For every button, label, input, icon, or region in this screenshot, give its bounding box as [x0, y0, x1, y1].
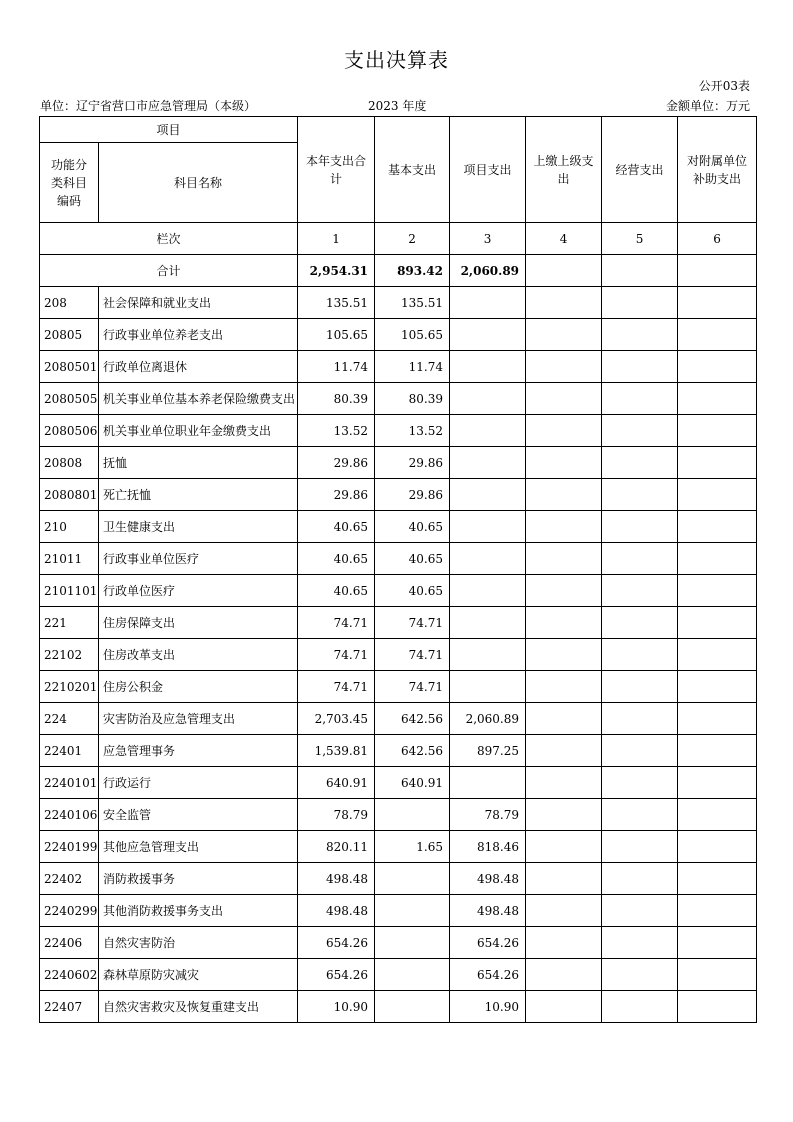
cell-business	[602, 959, 678, 991]
cell-project	[450, 383, 526, 415]
cell-name: 机关事业单位基本养老保险缴费支出	[99, 383, 298, 415]
cell-basic: 74.71	[375, 639, 450, 671]
table-row	[40, 831, 757, 863]
cell-project	[450, 607, 526, 639]
cell-business	[602, 639, 678, 671]
cell-code: 2210201	[40, 671, 99, 703]
cell-name: 自然灾害救灾及恢复重建支出	[99, 991, 298, 1023]
amount-unit: 金额单位：万元	[665, 99, 750, 113]
cell-upper	[526, 703, 602, 735]
cell-total: 40.65	[298, 575, 375, 607]
cell-project: 654.26	[450, 927, 526, 959]
cell-code: 2080501	[40, 351, 99, 383]
cell-business	[602, 671, 678, 703]
cell-name: 灾害防治及应急管理支出	[99, 703, 298, 735]
total-row-label: 合计	[40, 255, 298, 287]
cell-subsidy	[678, 415, 757, 447]
cell-subsidy	[678, 351, 757, 383]
cell-business	[602, 927, 678, 959]
table-row	[40, 895, 757, 927]
column-index-2: 2	[375, 223, 450, 255]
cell-project: 818.46	[450, 831, 526, 863]
cell-project	[450, 479, 526, 511]
table-row	[40, 575, 757, 607]
table-row	[40, 735, 757, 767]
table-row	[40, 639, 757, 671]
cell-business	[602, 319, 678, 351]
cell-code: 2240106	[40, 799, 99, 831]
cell-total: 11.74	[298, 351, 375, 383]
cell-subsidy	[678, 319, 757, 351]
column-index-label: 栏次	[40, 223, 298, 255]
cell-business	[602, 543, 678, 575]
cell-code: 21011	[40, 543, 99, 575]
header-total: 本年支出合 计	[298, 117, 375, 223]
cell-project: 897.25	[450, 735, 526, 767]
cell-name: 行政单位离退休	[99, 351, 298, 383]
cell-code: 22407	[40, 991, 99, 1023]
cell-total: 498.48	[298, 895, 375, 927]
cell-total: 654.26	[298, 927, 375, 959]
form-code: 公开03表	[698, 79, 750, 93]
cell-upper	[526, 799, 602, 831]
header-basic: 基本支出	[375, 117, 450, 223]
cell-subsidy	[678, 543, 757, 575]
table-row	[40, 607, 757, 639]
cell-name: 安全监管	[99, 799, 298, 831]
cell-code: 208	[40, 287, 99, 319]
cell-business	[602, 831, 678, 863]
cell-name: 其他消防救援事务支出	[99, 895, 298, 927]
cell-project	[450, 671, 526, 703]
cell-basic: 40.65	[375, 543, 450, 575]
cell-upper	[526, 991, 602, 1023]
header-project: 项目支出	[450, 117, 526, 223]
table-row	[40, 703, 757, 735]
cell-upper	[526, 447, 602, 479]
cell-subsidy	[678, 383, 757, 415]
cell-subsidy	[678, 895, 757, 927]
table-row	[40, 959, 757, 991]
cell-subsidy	[678, 671, 757, 703]
cell-total: 2,703.45	[298, 703, 375, 735]
table-row	[40, 799, 757, 831]
cell-name: 行政单位医疗	[99, 575, 298, 607]
cell-business	[602, 607, 678, 639]
cell-total: 74.71	[298, 607, 375, 639]
cell-upper	[526, 863, 602, 895]
cell-name: 卫生健康支出	[99, 511, 298, 543]
cell-project: 654.26	[450, 959, 526, 991]
table-body	[40, 287, 757, 1023]
cell-project	[450, 287, 526, 319]
cell-upper	[526, 767, 602, 799]
table-row	[40, 671, 757, 703]
table-row	[40, 351, 757, 383]
cell-total: 29.86	[298, 479, 375, 511]
cell-business	[602, 511, 678, 543]
table-row	[40, 383, 757, 415]
cell-basic	[375, 927, 450, 959]
cell-project: 78.79	[450, 799, 526, 831]
cell-total: 654.26	[298, 959, 375, 991]
cell-subsidy	[678, 767, 757, 799]
cell-business	[602, 991, 678, 1023]
cell-code: 210	[40, 511, 99, 543]
cell-code: 2080506	[40, 415, 99, 447]
cell-upper	[526, 959, 602, 991]
cell-upper	[526, 831, 602, 863]
cell-code: 2080505	[40, 383, 99, 415]
cell-upper	[526, 511, 602, 543]
cell-name: 消防救援事务	[99, 863, 298, 895]
cell-name: 死亡抚恤	[99, 479, 298, 511]
cell-name: 社会保障和就业支出	[99, 287, 298, 319]
header-item: 项目	[40, 117, 298, 143]
cell-business	[602, 735, 678, 767]
total-row-business	[602, 255, 678, 287]
cell-project	[450, 447, 526, 479]
cell-basic: 642.56	[375, 735, 450, 767]
cell-basic: 29.86	[375, 479, 450, 511]
cell-basic: 80.39	[375, 383, 450, 415]
cell-project	[450, 543, 526, 575]
cell-subsidy	[678, 479, 757, 511]
cell-code: 224	[40, 703, 99, 735]
table-row	[40, 927, 757, 959]
cell-subsidy	[678, 959, 757, 991]
cell-subsidy	[678, 703, 757, 735]
cell-project	[450, 351, 526, 383]
cell-total: 498.48	[298, 863, 375, 895]
cell-upper	[526, 351, 602, 383]
cell-name: 抚恤	[99, 447, 298, 479]
cell-business	[602, 575, 678, 607]
column-index-6: 6	[678, 223, 757, 255]
total-row-total: 2,954.31	[298, 255, 375, 287]
column-index-4: 4	[526, 223, 602, 255]
cell-upper	[526, 287, 602, 319]
cell-project	[450, 575, 526, 607]
header-subsidy: 对附属单位 补助支出	[678, 117, 757, 223]
column-index-3: 3	[450, 223, 526, 255]
total-row-subsidy	[678, 255, 757, 287]
cell-subsidy	[678, 639, 757, 671]
cell-name: 住房保障支出	[99, 607, 298, 639]
cell-code: 22102	[40, 639, 99, 671]
cell-name: 行政事业单位养老支出	[99, 319, 298, 351]
cell-upper	[526, 927, 602, 959]
cell-total: 78.79	[298, 799, 375, 831]
cell-upper	[526, 671, 602, 703]
cell-upper	[526, 639, 602, 671]
cell-business	[602, 895, 678, 927]
cell-basic	[375, 799, 450, 831]
cell-project	[450, 639, 526, 671]
table-row	[40, 767, 757, 799]
cell-total: 10.90	[298, 991, 375, 1023]
cell-project	[450, 767, 526, 799]
header-func-code: 功能分 类科目 编码	[40, 143, 99, 223]
cell-subsidy	[678, 447, 757, 479]
cell-subsidy	[678, 735, 757, 767]
cell-code: 20808	[40, 447, 99, 479]
cell-project: 10.90	[450, 991, 526, 1023]
cell-upper	[526, 383, 602, 415]
cell-business	[602, 863, 678, 895]
table-row	[40, 415, 757, 447]
cell-basic: 11.74	[375, 351, 450, 383]
cell-business	[602, 799, 678, 831]
cell-total: 640.91	[298, 767, 375, 799]
cell-code: 20805	[40, 319, 99, 351]
cell-subsidy	[678, 991, 757, 1023]
cell-subsidy	[678, 799, 757, 831]
cell-basic	[375, 863, 450, 895]
cell-code: 221	[40, 607, 99, 639]
cell-total: 40.65	[298, 511, 375, 543]
cell-name: 森林草原防灾减灾	[99, 959, 298, 991]
cell-business	[602, 767, 678, 799]
cell-total: 74.71	[298, 671, 375, 703]
cell-total: 80.39	[298, 383, 375, 415]
cell-business	[602, 415, 678, 447]
cell-total: 820.11	[298, 831, 375, 863]
cell-project	[450, 415, 526, 447]
table-row	[40, 863, 757, 895]
cell-total: 74.71	[298, 639, 375, 671]
cell-subsidy	[678, 927, 757, 959]
cell-basic	[375, 959, 450, 991]
cell-business	[602, 703, 678, 735]
cell-basic: 640.91	[375, 767, 450, 799]
cell-total: 1,539.81	[298, 735, 375, 767]
cell-subsidy	[678, 863, 757, 895]
table-row	[40, 511, 757, 543]
column-index-5: 5	[602, 223, 678, 255]
cell-basic: 135.51	[375, 287, 450, 319]
cell-code: 2240101	[40, 767, 99, 799]
cell-code: 2080801	[40, 479, 99, 511]
cell-subsidy	[678, 607, 757, 639]
total-row-project: 2,060.89	[450, 255, 526, 287]
table-row	[40, 319, 757, 351]
header-upper: 上缴上级支 出	[526, 117, 602, 223]
cell-name: 住房改革支出	[99, 639, 298, 671]
cell-business	[602, 383, 678, 415]
reporting-unit: 单位：辽宁省营口市应急管理局（本级）	[40, 99, 257, 113]
cell-upper	[526, 735, 602, 767]
table-row	[40, 991, 757, 1023]
cell-basic: 29.86	[375, 447, 450, 479]
cell-basic: 13.52	[375, 415, 450, 447]
cell-name: 住房公积金	[99, 671, 298, 703]
table-row	[40, 479, 757, 511]
cell-basic	[375, 991, 450, 1023]
page-title: 支出决算表	[344, 48, 449, 72]
cell-upper	[526, 319, 602, 351]
cell-total: 105.65	[298, 319, 375, 351]
cell-subsidy	[678, 575, 757, 607]
header-business: 经营支出	[602, 117, 678, 223]
cell-code: 22406	[40, 927, 99, 959]
cell-upper	[526, 607, 602, 639]
cell-code: 2240602	[40, 959, 99, 991]
cell-subsidy	[678, 287, 757, 319]
cell-name: 自然灾害防治	[99, 927, 298, 959]
cell-total: 13.52	[298, 415, 375, 447]
column-index-1: 1	[298, 223, 375, 255]
cell-upper	[526, 575, 602, 607]
cell-upper	[526, 895, 602, 927]
cell-subsidy	[678, 511, 757, 543]
fiscal-year: 2023 年度	[368, 99, 427, 113]
cell-name: 机关事业单位职业年金缴费支出	[99, 415, 298, 447]
cell-upper	[526, 479, 602, 511]
cell-total: 29.86	[298, 447, 375, 479]
cell-basic: 40.65	[375, 575, 450, 607]
cell-business	[602, 447, 678, 479]
cell-name: 应急管理事务	[99, 735, 298, 767]
cell-upper	[526, 543, 602, 575]
total-row-upper	[526, 255, 602, 287]
cell-code: 2240199	[40, 831, 99, 863]
cell-basic: 74.71	[375, 607, 450, 639]
cell-total: 40.65	[298, 543, 375, 575]
cell-business	[602, 287, 678, 319]
cell-project: 2,060.89	[450, 703, 526, 735]
cell-total: 135.51	[298, 287, 375, 319]
cell-code: 2240299	[40, 895, 99, 927]
table-row	[40, 287, 757, 319]
cell-name: 其他应急管理支出	[99, 831, 298, 863]
cell-code: 2101101	[40, 575, 99, 607]
cell-name: 行政运行	[99, 767, 298, 799]
cell-basic: 642.56	[375, 703, 450, 735]
cell-basic: 1.65	[375, 831, 450, 863]
cell-code: 22401	[40, 735, 99, 767]
expenditure-table	[39, 116, 757, 1023]
table-row	[40, 543, 757, 575]
cell-basic	[375, 895, 450, 927]
cell-project: 498.48	[450, 863, 526, 895]
cell-project: 498.48	[450, 895, 526, 927]
header-subject-name: 科目名称	[99, 143, 298, 223]
cell-basic: 74.71	[375, 671, 450, 703]
cell-project	[450, 511, 526, 543]
total-row-basic: 893.42	[375, 255, 450, 287]
cell-name: 行政事业单位医疗	[99, 543, 298, 575]
cell-business	[602, 479, 678, 511]
table-row	[40, 447, 757, 479]
cell-code: 22402	[40, 863, 99, 895]
cell-upper	[526, 415, 602, 447]
cell-subsidy	[678, 831, 757, 863]
cell-business	[602, 351, 678, 383]
cell-basic: 40.65	[375, 511, 450, 543]
cell-basic: 105.65	[375, 319, 450, 351]
cell-project	[450, 319, 526, 351]
